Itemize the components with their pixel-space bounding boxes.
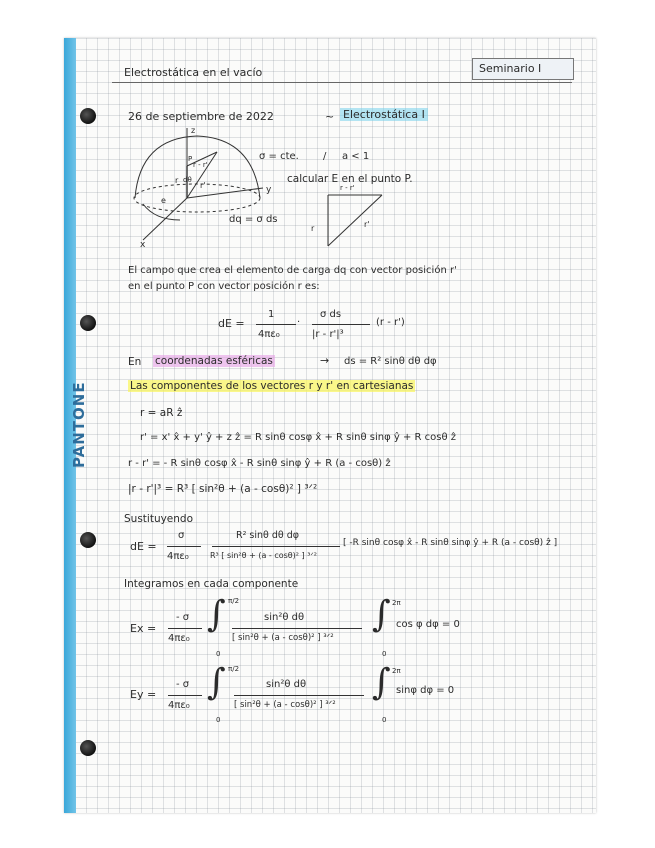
ex-tail: cos φ dφ = 0 [396,619,460,630]
paragraph-line-2: en el punto P con vector posición r es: [128,281,320,292]
ey-den2: [ sin²θ + (a - cosθ)² ] ³ᐟ² [234,700,336,710]
ey-lhs: Ey = [130,688,157,701]
dq-expression: dq = σ ds [229,214,278,225]
ex-fraction-bar-2 [232,628,362,629]
hemisphere-base [134,184,260,212]
topic-highlight [340,108,428,121]
point-p-label: P [188,155,193,163]
sub-den1: 4πε₀ [167,551,189,562]
ex-fraction-bar-1 [168,628,202,629]
integrate-label: Integramos en cada componente [124,578,299,590]
ey-den1: 4πε₀ [168,700,190,711]
eq1-num1: 1 [268,309,275,320]
r-prime-eq: r' = x' x̂ + y' ŷ + z ẑ = R sinθ cosφ x̂ + R sinθ sinφ ŷ + R cosθ ẑ [140,432,457,443]
sub-label: Sustituyendo [124,513,194,525]
triangle-side-rprime [328,195,382,246]
ex-lower-2: 0 [382,650,387,658]
ey-tail: sinφ dφ = 0 [396,685,455,696]
ex-integral-1: ∫ [207,594,226,635]
ey-lower-2: 0 [382,716,387,724]
r-vector-eq: r = aR ẑ [140,407,183,419]
topic-text: Electrostática I [340,108,428,121]
e-label: e [161,196,166,205]
sub-num1: σ [178,530,185,541]
sigma-constant: σ = cte. [259,151,299,162]
separator: / [323,151,327,162]
r-prime-label: r' [200,181,206,190]
spherical-highlight: coordenadas esféricas [155,355,273,367]
r-diff-label: r - r' [193,161,208,169]
eq1-den2: |r - r'|³ [312,329,344,340]
eq1-dot: · [297,317,301,328]
sub-den2: R³ [ sin²θ + (a - cosθ)² ] ³ᐟ² [210,551,318,560]
ey-fraction-bar-2 [234,695,364,696]
triangle-left-label: r [311,224,315,233]
ey-integral-2: ∫ [372,662,391,703]
tilde: ~ [325,110,335,123]
eq1-num2: σ ds [320,309,342,320]
condition: a < 1 [342,151,370,162]
ex-upper-1: π/2 [228,597,240,605]
ex-den2: [ sin²θ + (a - cosθ)² ] ³ᐟ² [232,633,334,643]
arrow: → [320,354,330,367]
eq1-fraction-bar-2 [312,324,370,325]
r-label: r [175,176,179,185]
ey-upper-1: π/2 [228,665,240,673]
ey-integral-1: ∫ [207,662,226,703]
theta-label: dθ [183,176,192,184]
sub-num2: R² sinθ dθ dφ [236,530,300,541]
x-label: x [140,240,146,250]
eq1-lhs: dE = [218,317,245,330]
date-text: 26 de septiembre de 2022 [128,110,274,123]
sub-fraction-bar-1 [167,546,201,547]
sub-tail: [ -R sinθ cosφ x̂ - R sinθ sinφ ŷ + R (a - cosθ) ẑ ] [343,538,558,548]
ds-expression: ds = R² sinθ dθ dφ [344,356,437,367]
r-diff-cubed-eq: |r - r'|³ = R³ [ sin²θ + (a - cosθ)² ] ³ᐟ² [128,483,318,495]
binder-hole [80,315,96,331]
z-label: z [191,126,196,135]
ex-lower-1: 0 [216,650,221,658]
components-highlight-wrap [128,380,415,392]
task-text: calcular E en el punto P. [287,173,413,185]
vector-triangle [320,190,390,250]
header-title: Electrostática en el vacío [124,66,263,79]
eq1-tail: (r - r') [376,317,405,328]
ey-upper-2: 2π [392,667,401,675]
ey-num1: - σ [176,679,190,690]
components-text: Las componentes de los vectores r y r' en cartesianas [130,380,414,392]
sub-lhs: dE = [130,540,157,553]
triangle-top-label: r - r' [340,184,355,192]
ex-num2: sin²θ dθ [264,612,305,623]
ey-lower-1: 0 [216,716,221,724]
paragraph-line-1: El campo que crea el elemento de carga dq con vector posición r' [128,265,457,276]
header-tag: Seminario I [479,62,542,75]
sub-fraction-bar-2 [212,546,340,547]
ex-lhs: Ex = [130,622,157,635]
ey-fraction-bar-1 [168,695,202,696]
binder-hole [80,108,96,124]
eq1-den1: 4πε₀ [258,329,280,340]
spherical-highlight-wrap [153,355,275,367]
angle-arc [143,204,180,220]
eq1-fraction-bar-1 [256,324,296,325]
pantone-logo: PANTONE [70,381,88,468]
triangle-right-label: r' [364,220,370,229]
ex-upper-2: 2π [392,599,401,607]
y-label: y [266,185,272,195]
binder-hole [80,740,96,756]
ex-num1: - σ [176,612,190,623]
ex-integral-2: ∫ [372,594,391,635]
ex-den1: 4πε₀ [168,633,190,644]
spherical-prefix: En [128,356,142,368]
binder-hole [80,532,96,548]
r-diff-eq: r - r' = - R sinθ cosφ x̂ - R sinθ sinφ ŷ + R (a - cosθ) ẑ [128,458,391,469]
ey-num2: sin²θ dθ [266,679,307,690]
y-axis [187,188,263,198]
